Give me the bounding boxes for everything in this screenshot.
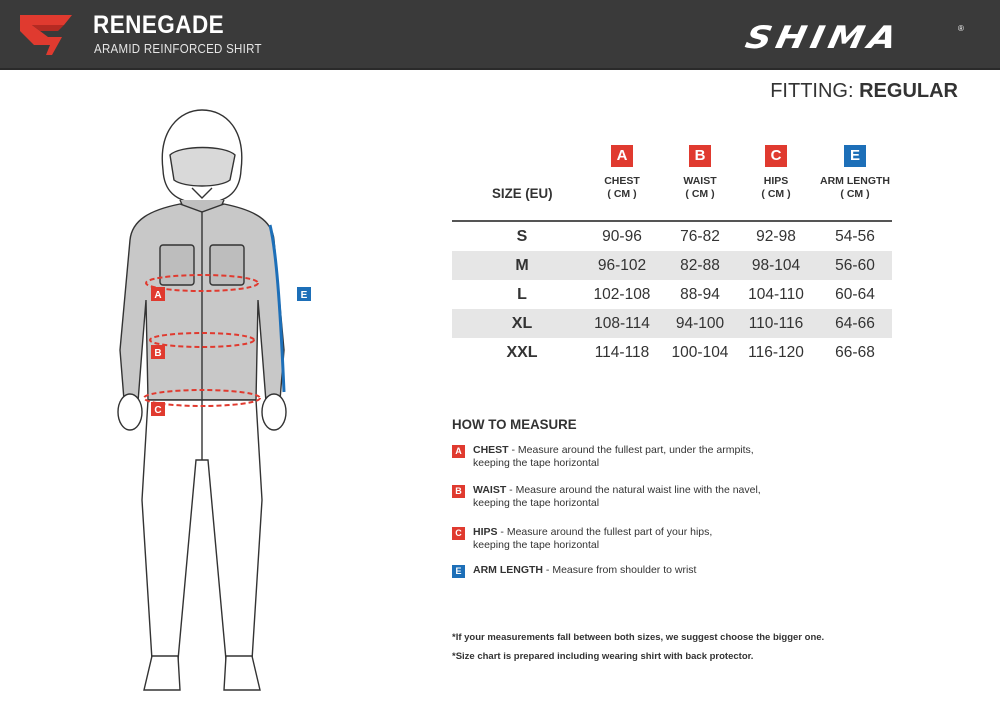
table-row xyxy=(452,251,892,280)
size-cell: M xyxy=(515,257,529,274)
measure-text xyxy=(473,564,696,577)
fitting-label xyxy=(770,80,958,103)
brand-name: SHIMA xyxy=(742,20,905,56)
column-label: ARM LENGTH xyxy=(820,175,890,187)
column-header-chest xyxy=(577,145,667,201)
arm-length-cell: 66-68 xyxy=(835,344,875,361)
size-cell: L xyxy=(517,286,527,303)
measure-text xyxy=(473,484,761,510)
renegade-logo-icon xyxy=(18,11,74,59)
header-bar xyxy=(0,0,1000,70)
measure-letter: E xyxy=(452,565,465,578)
measure-letter: C xyxy=(452,527,465,540)
column-label: CHEST xyxy=(604,175,640,187)
table-body xyxy=(452,222,892,367)
column-letter: E xyxy=(844,145,866,167)
measure-desc: - Measure from shoulder to wrist xyxy=(543,564,697,576)
chest-cell: 90-96 xyxy=(602,228,642,245)
column-label: HIPS xyxy=(763,175,789,187)
arm-length-cell: 64-66 xyxy=(835,315,875,332)
measure-desc-line2: keeping the tape horizontal xyxy=(473,497,600,509)
measure-desc: - Measure around the natural waist line with the navel, xyxy=(506,484,761,496)
measure-name: WAIST xyxy=(473,484,507,496)
waist-cell: 88-94 xyxy=(680,286,720,303)
hips-cell: 92-98 xyxy=(756,228,796,245)
measure-name: HIPS xyxy=(473,526,498,538)
waist-cell: 82-88 xyxy=(680,257,720,274)
column-letter: B xyxy=(689,145,711,167)
note-back-protector: *Size chart is prepared including wearing shirt with back protector. xyxy=(452,651,754,662)
table-row xyxy=(452,222,892,251)
size-cell: S xyxy=(516,228,528,245)
column-unit: ( CM ) xyxy=(840,188,870,200)
arm-length-cell: 54-56 xyxy=(835,228,875,245)
svg-text:C: C xyxy=(154,405,162,416)
measure-text xyxy=(473,526,712,552)
registered-mark: ® xyxy=(958,24,964,33)
product-subtitle: ARAMID REINFORCED SHIRT xyxy=(94,42,262,56)
chest-cell: 96-102 xyxy=(597,257,647,274)
size-cell: XL xyxy=(511,315,533,332)
column-letter: C xyxy=(765,145,787,167)
column-label: WAIST xyxy=(683,175,717,187)
column-unit: ( CM ) xyxy=(685,188,715,200)
arm-length-cell: 60-64 xyxy=(835,286,875,303)
measure-letter: A xyxy=(452,445,465,458)
table-row xyxy=(452,280,892,309)
note-between-sizes: *If your measurements fall between both sizes, we suggest choose the bigger one. xyxy=(452,632,825,643)
waist-cell: 94-100 xyxy=(675,315,725,332)
brand-logo xyxy=(742,20,966,56)
size-column-header: SIZE (EU) xyxy=(492,185,553,201)
svg-text:E: E xyxy=(300,290,308,301)
measure-desc-line2: keeping the tape horizontal xyxy=(473,457,600,469)
fitting-label-text: FITTING: xyxy=(770,80,854,102)
column-unit: ( CM ) xyxy=(607,188,637,200)
hips-cell: 98-104 xyxy=(751,257,801,274)
column-header-hips xyxy=(731,145,821,201)
size-cell: XXL xyxy=(506,344,538,361)
marker-e xyxy=(297,287,311,301)
measure-desc-line2: keeping the tape horizontal xyxy=(473,539,600,551)
waist-cell: 100-104 xyxy=(671,344,729,361)
waist-cell: 76-82 xyxy=(680,228,720,245)
svg-text:B: B xyxy=(154,348,162,359)
measure-text xyxy=(473,444,754,470)
chest-cell: 114-118 xyxy=(594,344,650,361)
measure-desc: - Measure around the fullest part of your hips, xyxy=(497,526,713,538)
body-illustration xyxy=(80,100,370,700)
hips-cell: 116-120 xyxy=(748,344,804,361)
chest-cell: 102-108 xyxy=(593,286,651,303)
table-row xyxy=(452,309,892,338)
chest-cell: 108-114 xyxy=(594,315,650,332)
marker-a xyxy=(151,287,165,301)
measure-name: CHEST xyxy=(473,444,509,456)
column-letter: A xyxy=(611,145,633,167)
fitting-value: REGULAR xyxy=(859,80,958,102)
measure-letter: B xyxy=(452,485,465,498)
how-to-measure-title: HOW TO MEASURE xyxy=(452,416,577,432)
marker-b xyxy=(151,345,165,359)
column-unit: ( CM ) xyxy=(761,188,791,200)
hips-cell: 104-110 xyxy=(748,286,804,303)
measure-desc: - Measure around the fullest part, under the armpits, xyxy=(508,444,754,456)
measure-name: ARM LENGTH xyxy=(473,564,543,576)
svg-text:A: A xyxy=(154,290,162,301)
arm-length-cell: 56-60 xyxy=(835,257,875,274)
table-row xyxy=(452,338,892,367)
product-title: RENEGADE xyxy=(93,11,225,39)
hips-cell: 110-116 xyxy=(748,315,804,332)
marker-c xyxy=(151,402,165,416)
column-header-arm-length xyxy=(810,145,900,201)
